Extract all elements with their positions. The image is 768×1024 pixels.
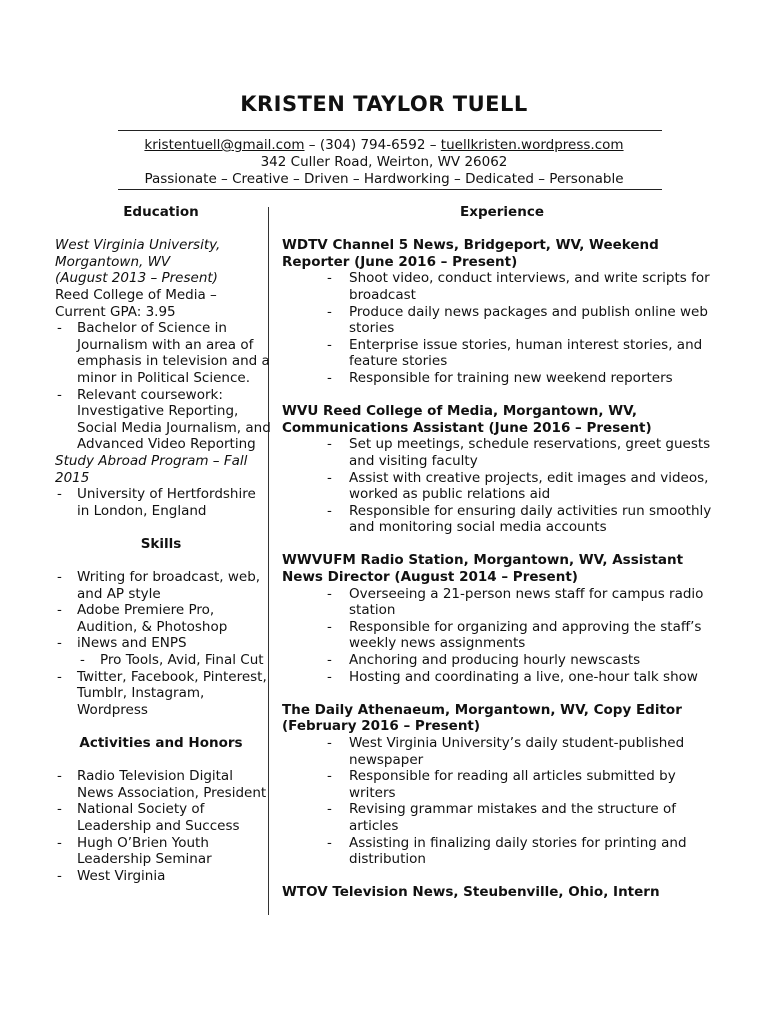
job-entry (282, 403, 722, 536)
list-item: - National Society of Leadership and Success (55, 801, 271, 834)
list-item: - Produce daily news packages and publish online web stories (282, 304, 722, 337)
list-item: - Adobe Premiere Pro, Audition, & Photoshop (55, 602, 271, 635)
left-column (55, 204, 271, 884)
activities-heading: Activities and Honors (79, 735, 243, 751)
job-entry (282, 237, 722, 386)
contact-separator: – (304, 137, 320, 153)
gpa: Current GPA: 3.95 (55, 303, 176, 320)
list-item: - Anchoring and producing hourly newscasts (282, 652, 722, 669)
website-link[interactable]: tuellkristen.wordpress.com (440, 137, 624, 153)
college-name: Reed College of Media – (55, 286, 217, 303)
study-abroad-title: Study Abroad Program – Fall (55, 452, 248, 469)
address: 342 Culler Road, Weirton, WV 26062 (260, 154, 508, 170)
contact-separator: – (425, 137, 441, 153)
list-item: - Enterprise issue stories, human interest stories, and feature stories (282, 337, 722, 370)
list-item: - University of Hertfordshire in London, England (55, 486, 271, 519)
list-item: - Responsible for reading all articles submitted by writers (282, 768, 722, 801)
school-dates: (August 2013 – Present) (55, 270, 218, 287)
list-item: - Writing for broadcast, web, and AP style (55, 569, 271, 602)
list-item: - Twitter, Facebook, Pinterest, Tumblr, Instagram, Wordpress (55, 669, 271, 719)
list-item: - Pro Tools, Avid, Final Cut (55, 652, 271, 669)
education-heading: Education (123, 204, 199, 220)
job-title: WDTV Channel 5 News, Bridgeport, WV, Weekend Reporter (June 2016 – Present) (282, 237, 659, 270)
job-entry (282, 884, 722, 901)
activities-list (55, 768, 271, 884)
list-item: - Hosting and coordinating a live, one-hour talk show (282, 669, 722, 686)
study-abroad-list (55, 486, 271, 519)
header-bottom-rule (118, 189, 662, 190)
header-top-rule (118, 130, 662, 131)
list-item: - iNews and ENPS (55, 635, 271, 652)
skills-sublist (55, 652, 271, 669)
job-title: WTOV Television News, Steubenville, Ohio, Intern (282, 884, 660, 901)
list-item: - Set up meetings, schedule reservations, greet guests and visiting faculty (282, 436, 722, 469)
job-bullets (282, 586, 722, 686)
phone-number: (304) 794-6592 (319, 137, 426, 153)
job-bullets (282, 270, 722, 386)
list-item: - Radio Television Digital News Association, President (55, 768, 271, 801)
experience-heading: Experience (460, 204, 544, 220)
job-entry (282, 552, 722, 685)
skills-heading: Skills (140, 535, 182, 552)
skills-list-continued (55, 669, 271, 719)
study-abroad-year: 2015 (55, 469, 90, 486)
job-title: WVU Reed College of Media, Morgantown, WV, Communications Assistant (June 2016 – Present) (282, 403, 652, 436)
job-entry (282, 702, 722, 868)
list-item: - Hugh O’Brien Youth Leadership Seminar (55, 835, 271, 868)
right-column (282, 204, 722, 901)
skills-list (55, 569, 271, 652)
list-item: - Assist with creative projects, edit images and videos, worked as public relations aid (282, 470, 722, 503)
email-link[interactable]: kristentuell@gmail.com (144, 137, 305, 153)
list-item: - Responsible for training new weekend reporters (282, 370, 722, 387)
job-bullets (282, 436, 722, 536)
list-item: - Responsible for organizing and approving the staff’s weekly news assignments (282, 619, 722, 652)
list-item: - Assisting in finalizing daily stories for printing and distribution (282, 835, 722, 868)
list-item: - Relevant coursework: Investigative Reporting, Social Media Journalism, and Advanced Video Reporting (55, 387, 271, 453)
job-title: WWVUFM Radio Station, Morgantown, WV, Assistant News Director (August 2014 – Present) (282, 552, 684, 586)
tagline: Passionate – Creative – Driven – Hardworking – Dedicated – Personable (144, 171, 624, 187)
job-bullets (282, 735, 722, 868)
school-location: Morgantown, WV (55, 253, 171, 270)
list-item: - West Virginia University’s daily student-published newspaper (282, 735, 722, 768)
candidate-name: KRISTEN TAYLOR TUELL (240, 92, 528, 116)
list-item: - Responsible for ensuring daily activities run smoothly and monitoring social media accounts (282, 503, 722, 536)
contact-line (0, 137, 768, 153)
job-title: The Daily Athenaeum, Morgantown, WV, Copy Editor (February 2016 – Present) (282, 701, 682, 735)
list-item: - Revising grammar mistakes and the structure of articles (282, 801, 722, 834)
list-item: - Overseeing a 21-person news staff for campus radio station (282, 586, 722, 619)
school-name: West Virginia University, (55, 237, 221, 254)
list-item: - Bachelor of Science in Journalism with an area of emphasis in television and a minor in Political Science. (55, 320, 271, 386)
list-item: - Shoot video, conduct interviews, and write scripts for broadcast (282, 270, 722, 303)
list-item: - West Virginia (55, 868, 271, 885)
education-list (55, 320, 271, 453)
